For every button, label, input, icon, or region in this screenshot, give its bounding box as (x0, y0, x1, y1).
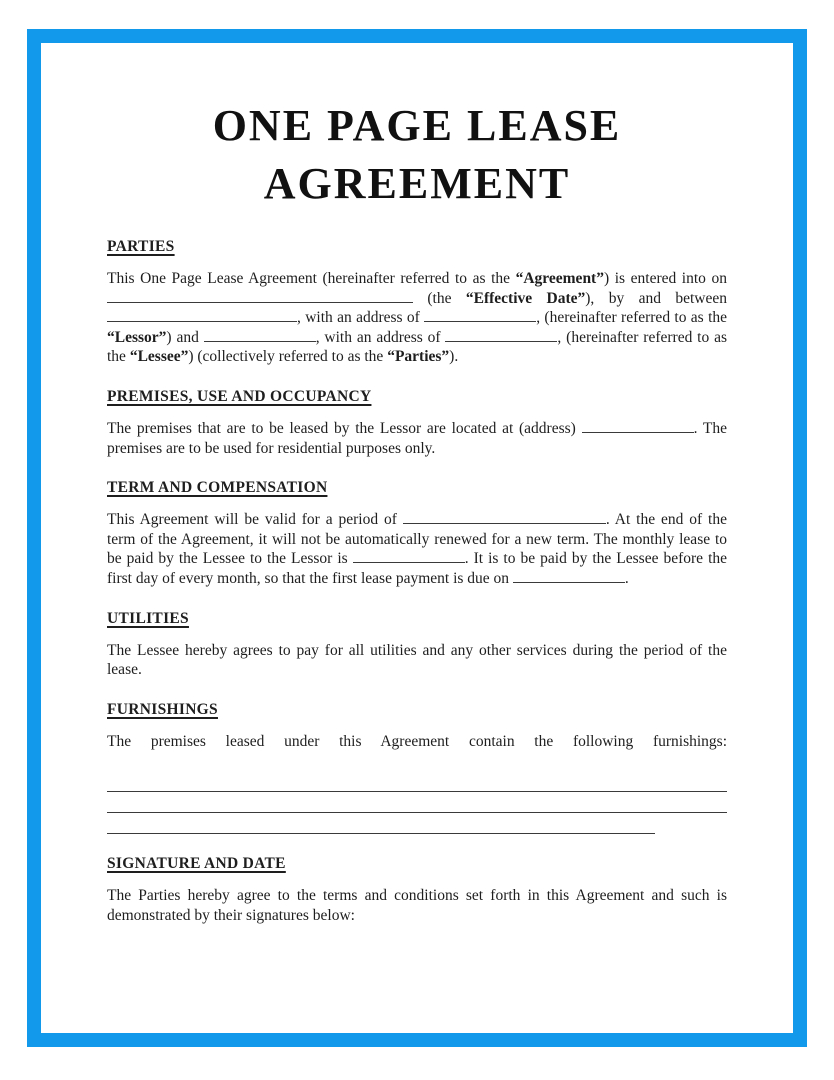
blank-lines-group (107, 771, 727, 834)
section-paragraph (107, 641, 727, 680)
text-segment: . The premises are to be used for residential purposes only. (107, 419, 727, 457)
section-heading: PREMISES, USE AND OCCUPANCY (107, 387, 372, 405)
text-segment: The premises leased under this Agreement contain the following furnishings: (107, 732, 727, 750)
text-segment: The Parties hereby agree to the terms and conditions set forth in this Agreement and such is demonstrated by their signatures below: (107, 887, 727, 924)
section-premises-use-and-occupancy (107, 387, 727, 458)
fill-in-blank[interactable] (513, 570, 625, 583)
text-segment: , (hereinafter referred to as the (536, 309, 727, 327)
section-paragraph (107, 732, 727, 752)
text-segment: ), by and between (585, 289, 727, 307)
text-segment: The premises that are to be leased by the Lessor are located at (address) (107, 419, 582, 437)
blank-write-in-line[interactable] (107, 792, 727, 813)
fill-in-blank[interactable] (582, 420, 694, 433)
section-paragraph (107, 269, 727, 367)
fill-in-blank[interactable] (353, 550, 465, 563)
text-segment: . (624, 569, 629, 587)
text-segment: “Lessor” (107, 328, 167, 346)
text-segment: . It is to be paid by the Lessee before the first day of every month, so that the first lease payment is due on (107, 550, 728, 587)
text-segment: , with an address of (297, 309, 425, 327)
document-content (41, 43, 793, 1033)
text-segment: , with an address of (315, 328, 446, 346)
document-title: ONE PAGE LEASE AGREEMENT (212, 101, 622, 208)
fill-in-blank[interactable] (107, 290, 413, 303)
blank-write-in-line[interactable] (107, 813, 655, 834)
fill-in-blank[interactable] (424, 309, 536, 322)
text-segment: “Effective Date” (465, 289, 586, 307)
text-segment: The Lessee hereby agrees to pay for all utilities and any other services during the period of the lease. (107, 641, 727, 679)
text-segment: ) (collectively referred to as the (188, 348, 388, 366)
page-border (27, 29, 807, 1047)
section-term-and-compensation (107, 478, 727, 588)
section-heading: UTILITIES (107, 609, 189, 627)
fill-in-blank[interactable] (204, 329, 316, 342)
text-segment: “Parties” (387, 348, 450, 366)
section-heading: PARTIES (107, 238, 175, 255)
section-utilities (107, 609, 727, 680)
sections-container (107, 237, 727, 926)
section-parties (107, 237, 727, 367)
text-segment: , (hereinafter referred to as the (107, 328, 727, 366)
section-signature-and-date (107, 854, 727, 925)
text-segment: ) is entered into on (603, 270, 727, 287)
blank-write-in-line[interactable] (107, 771, 727, 792)
text-segment: “Lessee” (129, 348, 189, 366)
section-paragraph (107, 510, 727, 588)
text-segment: ). (449, 348, 459, 366)
section-furnishings (107, 700, 727, 835)
section-heading: FURNISHINGS (107, 700, 218, 718)
fill-in-blank[interactable] (107, 309, 297, 322)
text-segment: This One Page Lease Agreement (hereinafter referred to as the (107, 270, 516, 287)
section-heading: TERM AND COMPENSATION (107, 479, 328, 497)
section-paragraph (107, 886, 727, 925)
fill-in-blank[interactable] (445, 329, 557, 342)
fill-in-blank[interactable] (403, 511, 606, 524)
text-segment: “Agreement” (515, 270, 604, 287)
text-segment: ) and (166, 328, 204, 346)
text-segment: (the (413, 289, 466, 307)
text-segment: This Agreement will be valid for a period of (107, 511, 403, 529)
section-heading: SIGNATURE AND DATE (107, 855, 286, 873)
text-segment: . At the end of the term of the Agreement, it will not be automatically renewed for a new term. The monthly lease to be paid by the Lessee to the Lessor is (107, 511, 727, 568)
section-paragraph (107, 419, 727, 458)
